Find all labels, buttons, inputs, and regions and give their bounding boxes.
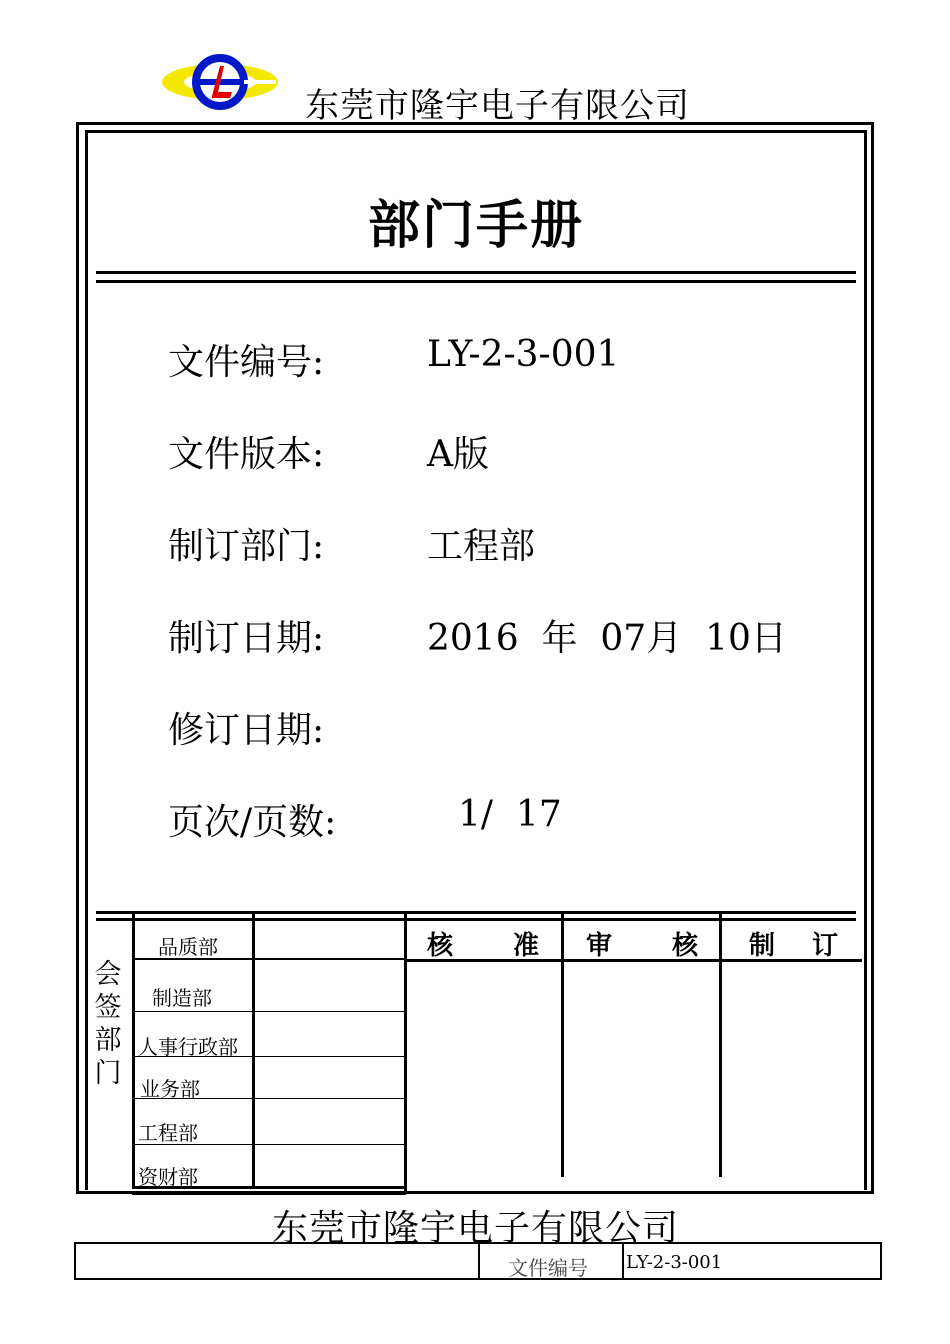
table-line (132, 913, 135, 1189)
dept-engineering: 工程部 (138, 1121, 198, 1145)
field-label-page-count: 页次/页数: (168, 802, 337, 843)
dept-hr-admin: 人事行政部 (138, 1035, 238, 1059)
prepare-header-right: 订 (812, 931, 839, 961)
dept-manufacturing: 制造部 (152, 986, 212, 1010)
prepare-header-left: 制 (749, 931, 776, 961)
dept-quality: 品质部 (158, 935, 218, 959)
field-label-revision-date: 修订日期: (168, 710, 325, 751)
table-line (135, 1011, 405, 1012)
footer-divider (478, 1244, 480, 1278)
table-line (561, 913, 564, 1177)
field-value-version: A版 (427, 434, 489, 475)
footer-divider (622, 1244, 624, 1278)
review-header-right: 核 (672, 931, 699, 961)
field-label-version: 文件版本: (168, 434, 325, 475)
company-name-footer: 东莞市隆宇电子有限公司 (272, 1208, 680, 1249)
table-line (719, 913, 722, 1177)
field-label-department: 制订部门: (168, 526, 325, 567)
table-line (252, 913, 255, 1189)
footer-doc-number-label: 文件编号 (508, 1256, 588, 1280)
countersign-label: 会签部门 (94, 959, 122, 1089)
dept-materials-finance: 资财部 (138, 1165, 198, 1189)
title-divider (96, 280, 856, 283)
field-value-doc-number: LY-2-3-001 (427, 334, 620, 375)
approve-header-right: 准 (513, 931, 540, 961)
field-value-page-count: 1/ 17 (458, 794, 562, 835)
table-line (406, 959, 862, 962)
signoff-divider (96, 918, 856, 921)
title-divider (96, 271, 856, 274)
signoff-divider (96, 911, 856, 914)
approve-header-left: 核 (427, 931, 454, 961)
dept-business: 业务部 (140, 1077, 200, 1101)
field-label-doc-number: 文件编号: (168, 342, 325, 383)
field-value-issue-date: 2016 年 07月 10日 (427, 618, 787, 659)
review-header-left: 审 (586, 931, 613, 961)
table-line (132, 1192, 406, 1195)
field-value-department: 工程部 (427, 526, 536, 567)
document-title: 部门手册 (367, 195, 584, 256)
field-label-issue-date: 制订日期: (168, 618, 325, 659)
company-logo-icon (160, 52, 284, 114)
footer-doc-number-value: LY-2-3-001 (626, 1252, 723, 1273)
table-line (404, 913, 407, 1193)
company-name-header: 东莞市隆宇电子有限公司 (305, 86, 690, 126)
